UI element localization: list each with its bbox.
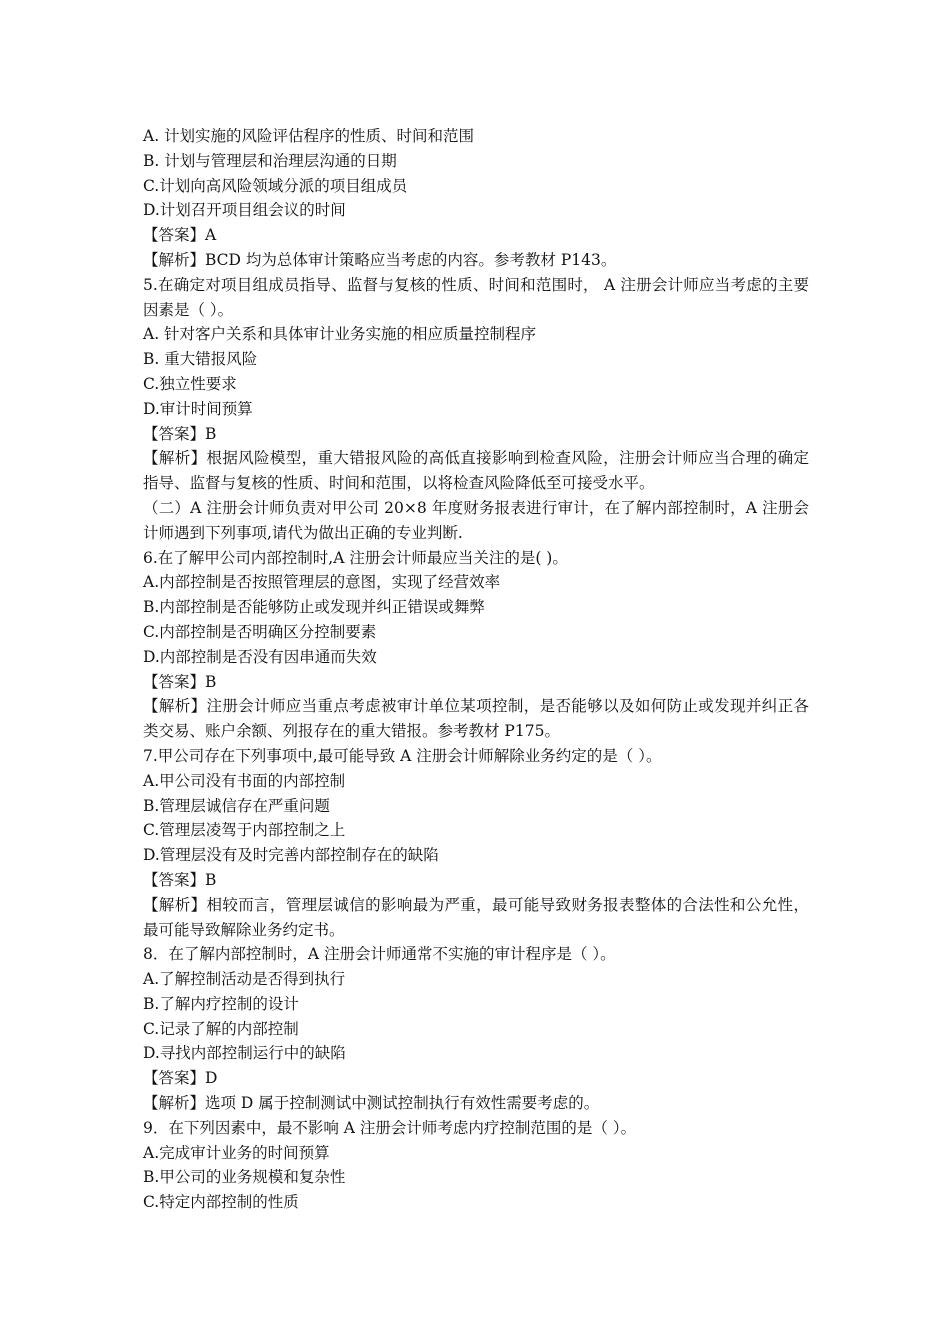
text-line: A.甲公司没有书面的内部控制 [143,771,346,790]
question-8: 8．在了解内部控制时，A 注册会计师通常不实施的审计程序是（ ）。 [143,945,616,964]
text-line: D.管理层没有及时完善内部控制存在的缺陷 [143,846,439,865]
analysis-paragraph: 【解析】相较而言，管理层诚信的影响最为严重，最可能导致财务报表整体的合法性和公允性，最可能导致解除业务约定书。 [143,895,809,939]
question-9: 9．在下列因素中，最不影响 A 注册会计师考虑内疗控制范围的是（ ）。 [143,1118,637,1137]
text-line: C.记录了解的内部控制 [143,1019,299,1038]
analysis-line: 【解析】BCD 均为总体审计策略应当考虑的内容。参考教材 P143。 [143,250,617,269]
document-page [143,124,809,1215]
text-line: B.甲公司的业务规模和复杂性 [143,1168,346,1187]
text-line: D.审计时间预算 [143,399,253,418]
section-intro: （二）A 注册会计师负责对甲公司 20×8 年度财务报表进行审计，在了解内部控制时，A 注册会计师遇到下列事项,请代为做出正确的专业判断. [143,498,809,542]
text-line: C.计划向高风险领域分派的项目组成员 [143,176,408,195]
text-line: C.管理层凌驾于内部控制之上 [143,821,346,840]
text-line: A. 计划实施的风险评估程序的性质、时间和范围 [143,127,475,145]
text-line: B.了解内疗控制的设计 [143,994,299,1013]
text-line: D.内部控制是否没有因串通而失效 [143,647,377,666]
text-line: C.内部控制是否明确区分控制要素 [143,622,377,641]
text-line: D.计划召开项目组会议的时间 [143,201,346,220]
text-line: A.完成审计业务的时间预算 [143,1143,330,1162]
text-line: A.内部控制是否按照管理层的意图，实现了经营效率 [143,573,501,592]
text-line: B. 计划与管理层和治理层沟通的日期 [143,151,397,170]
answer-line: 【答案】B [143,424,217,443]
answer-line: 【答案】D [143,1069,218,1088]
text-line: B.管理层诚信存在严重问题 [143,796,330,815]
answer-line: 【答案】A [143,226,217,245]
analysis-paragraph: 【解析】根据风险模型，重大错报风险的高低直接影响到检查风险，注册会计师应当合理的确定指导、监督与复核的性质、时间和范围，以将检查风险降低至可接受水平。 [143,449,809,493]
analysis-paragraph: 【解析】注册会计师应当重点考虑被审计单位某项控制，是否能够以及如何防止或发现并纠正各类交易、账户余额、列报存在的重大错报。参考教材 P175。 [143,697,809,741]
question-7: 7.甲公司存在下列事项中,最可能导致 A 注册会计师解除业务约定的是（ ）。 [143,746,662,765]
text-line: B. 重大错报风险 [143,350,258,369]
text-line: C.独立性要求 [143,374,237,393]
text-line: A.了解控制活动是否得到执行 [143,970,346,989]
question-5: 5.在确定对项目组成员指导、监督与复核的性质、时间和范围时， A 注册会计师应当考虑的主要因素是（ ）。 [143,275,809,319]
text-line: A. 针对客户关系和具体审计业务实施的相应质量控制程序 [143,325,537,344]
question-6: 6.在了解甲公司内部控制时,A 注册会计师最应当关注的是( )。 [143,548,568,567]
text-line: B.内部控制是否能够防止或发现并纠正错误或舞弊 [143,598,485,617]
answer-line: 【答案】B [143,870,217,889]
analysis-line: 【解析】选项 D 属于控制测试中测试控制执行有效性需要考虑的。 [143,1094,600,1113]
text-line: C.特定内部控制的性质 [143,1193,299,1212]
answer-line: 【答案】B [143,672,217,691]
text-line: D.寻找内部控制运行中的缺陷 [143,1044,346,1063]
